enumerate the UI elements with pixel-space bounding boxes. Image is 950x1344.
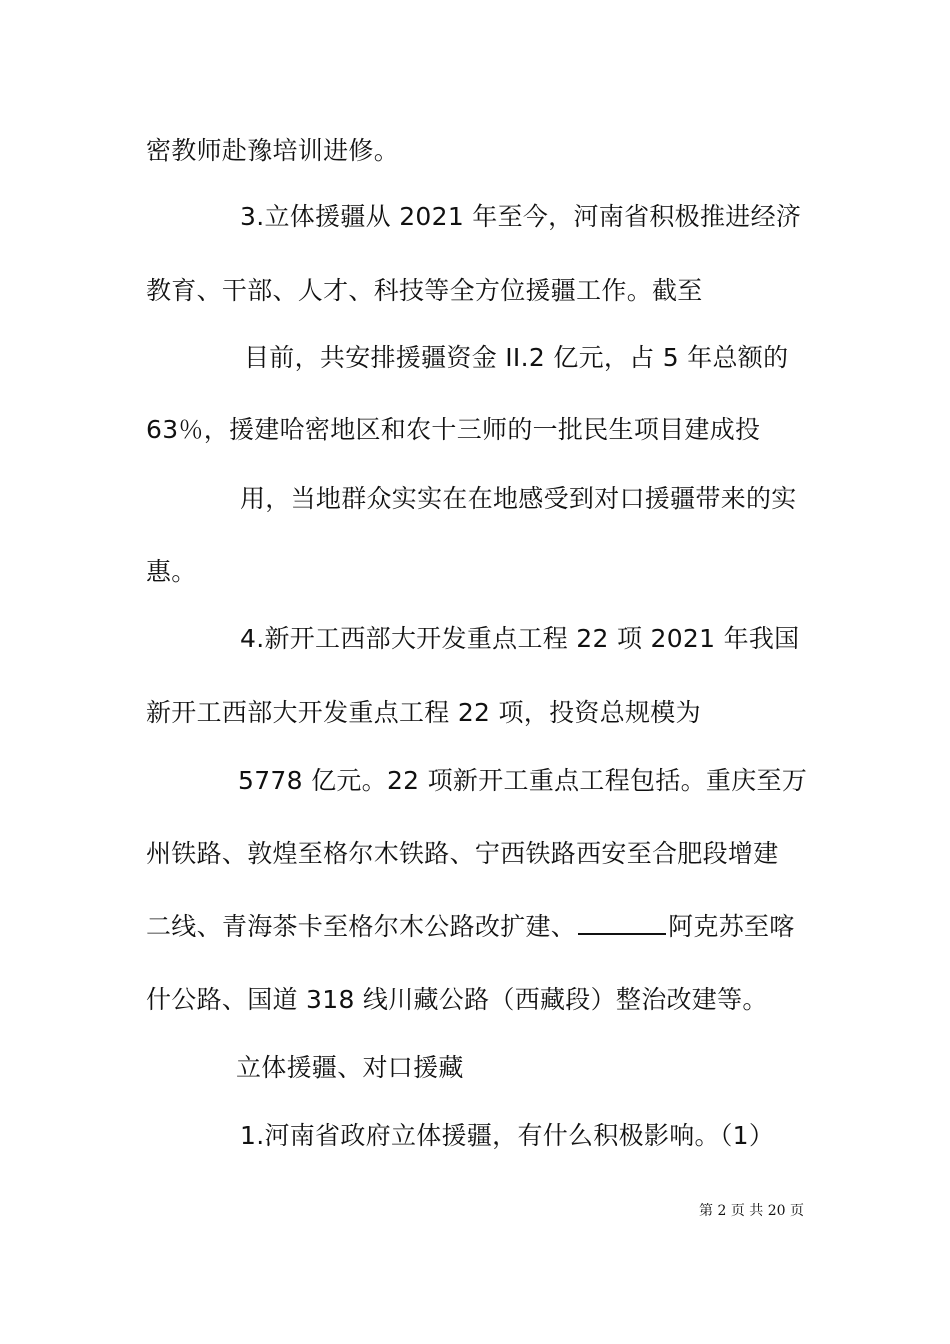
page-number: 第 2 页 共 20 页 [699, 1203, 804, 1219]
body-line-text: 阿克苏至喀 [668, 912, 795, 941]
body-line: 密教师赴豫培训进修。 [146, 136, 400, 165]
question-line: 1.河南省政府立体援疆，有什么积极影响。（1） [240, 1121, 775, 1150]
body-line [146, 910, 795, 944]
body-line: 州铁路、敦煌至格尔木铁路、宁西铁路西安至合肥段增建 [146, 839, 779, 868]
body-line: 63％，援建哈密地区和农十三师的一批民生项目建成投 [146, 415, 761, 444]
body-line: 4.新开工西部大开发重点工程 22 项 2021 年我国 [240, 624, 800, 653]
fill-in-blank [578, 911, 666, 935]
body-line: 惠。 [146, 557, 197, 586]
body-line: 5778 亿元。22 项新开工重点工程包括。重庆至万 [238, 766, 808, 795]
body-line: 什公路、国道 318 线川藏公路（西藏段）整治改建等。 [146, 985, 768, 1014]
body-line: 新开工西部大开发重点工程 22 项，投资总规模为 [146, 698, 701, 727]
body-line: 目前，共安排援疆资金 II.2 亿元，占 5 年总额的 [244, 343, 789, 372]
body-line: 用，当地群众实实在在地感受到对口援疆带来的实 [240, 484, 797, 513]
body-line: 教育、干部、人才、科技等全方位援疆工作。截至 [146, 276, 703, 305]
body-line-text: 二线、青海茶卡至格尔木公路改扩建、 [146, 912, 577, 941]
section-heading: 立体援疆、对口援藏 [236, 1053, 464, 1082]
body-line: 3.立体援疆从 2021 年至今，河南省积极推进经济 [240, 202, 802, 231]
